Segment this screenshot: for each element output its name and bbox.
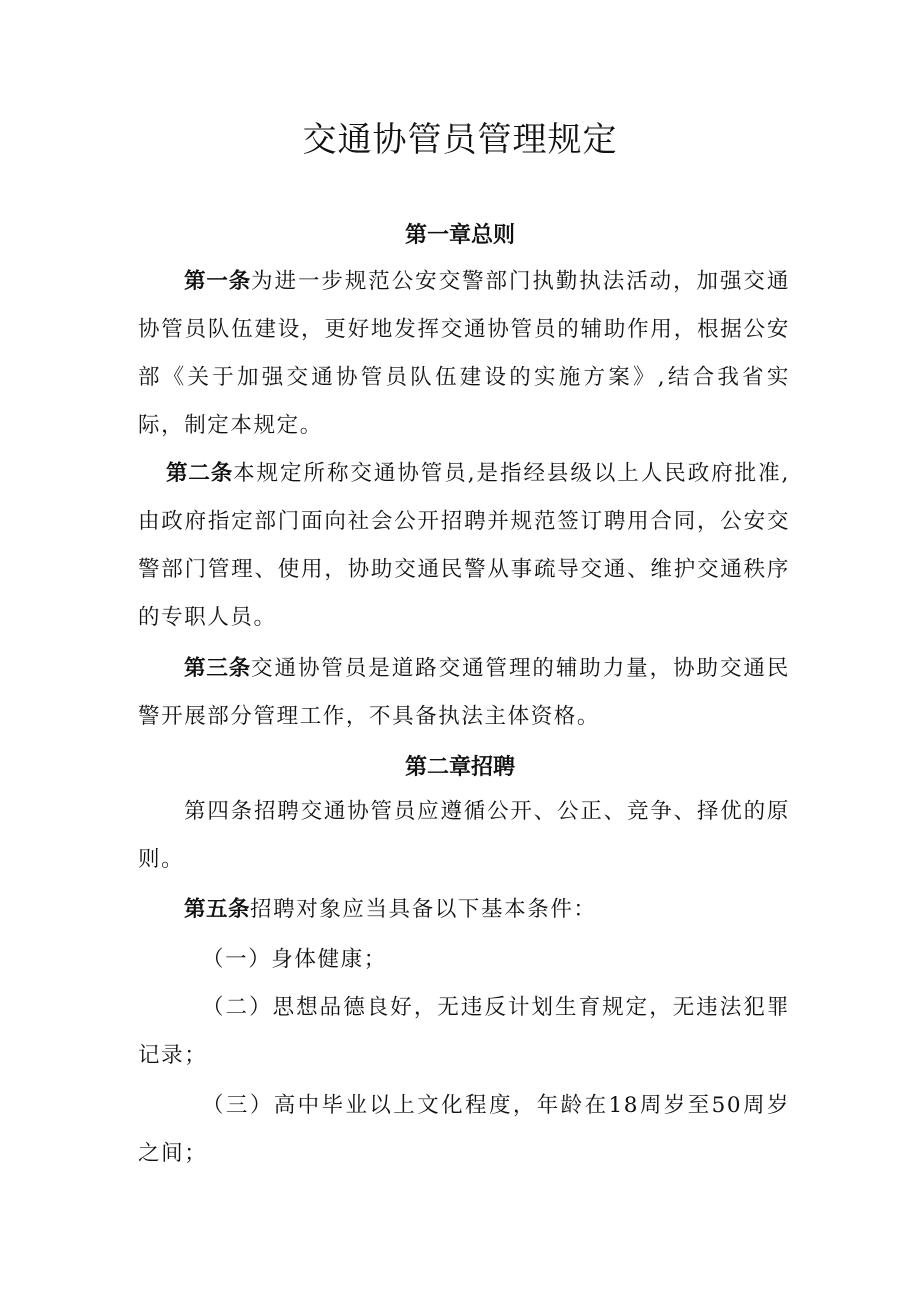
article-5-label: 第五条 — [184, 897, 251, 922]
article-3-text: 交通协管员是道路交通管理的辅助力量，协助交通民警开展部分管理工作，不具备执法主体资格。 — [138, 656, 790, 729]
chapter-heading-recruitment: 第二章招聘 — [404, 755, 515, 780]
article-4: 第四条招聘交通协管员应遵循公开、公正、竞争、择优的原则。 — [138, 799, 790, 872]
list-item: （一）身体健康； — [202, 947, 387, 972]
article-2-text: 本规定所称交通协管员,是指经县级以上人民政府批准,由政府指定部门面向社会公开招聘并规范签订聘用合同，公安交警部门管理、使用，协助交通民警从事疏导交通、维护交通秩序的专职人员。 — [138, 461, 790, 630]
article-3 — [138, 645, 790, 741]
article-2-label: 第二条 — [166, 461, 234, 486]
document-title: 交通协管员管理规定 — [302, 120, 618, 160]
article-1-text: 为进一步规范公安交警部门执勤执法活动，加强交通协管员队伍建设，更好地发挥交通协管员的辅助作用，根据公安部《关于加强交通协管员队伍建设的实施方案》,结合我省实际，制定本规定。 — [138, 269, 790, 438]
article-1-label: 第一条 — [184, 269, 252, 294]
list-item: （三）高中毕业以上文化程度，年龄在18周岁至50周岁之间； — [138, 1093, 790, 1166]
article-2 — [138, 450, 790, 642]
chapter-heading-general: 第一章总则 — [404, 223, 515, 248]
article-5-text: 招聘对象应当具备以下基本条件： — [250, 897, 597, 922]
article-5 — [138, 886, 790, 934]
article-3-label: 第三条 — [184, 656, 252, 681]
article-1 — [138, 258, 790, 450]
list-item: （二）思想品德良好，无违反计划生育规定，无违法犯罪记录； — [138, 995, 790, 1068]
